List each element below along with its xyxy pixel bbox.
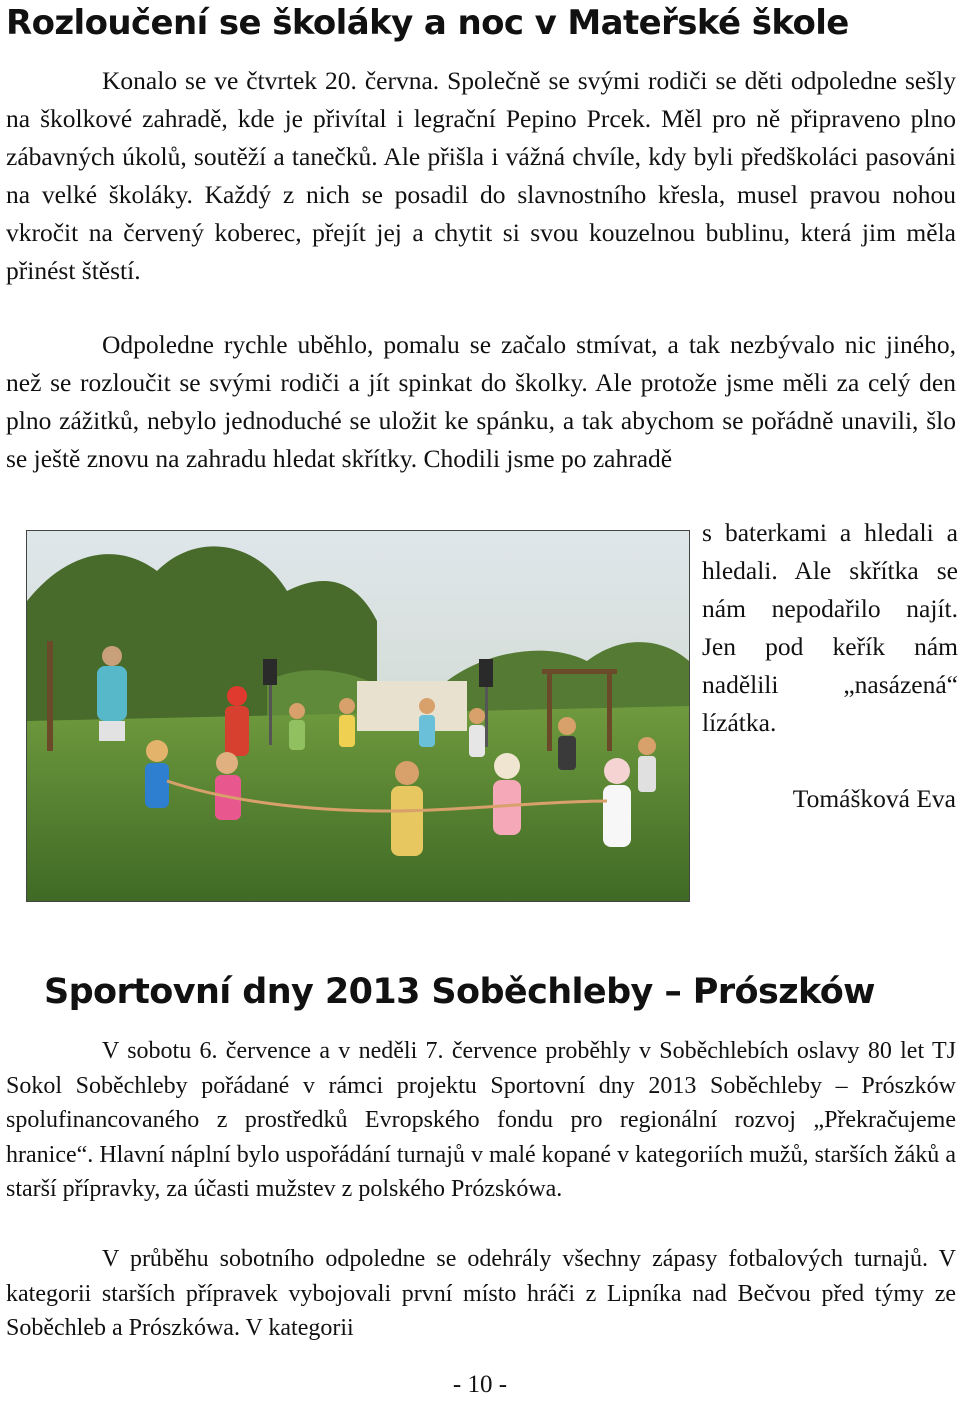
article-paragraph: Konalo se ve čtvrtek 20. června. Společně se svými rodiči se děti odpoledne sešly na školkové zahradě, kde je přivítal i legrační Pepino Prcek. Měl pro ně připraveno plno zábavných úkolů, soutěží a tanečků. Ale přišla i vážná chvíle, kdy byli předškoláci pasováni na velké školáky. Každý z nich se posadil do slavnostního křesla, musel pravou nohou vkročit na červený koberec, přejít jej a chytit si svou kouzelnou bublinu, která jim měla přinést štěstí.	[6, 66, 956, 285]
article-paragraph: V sobotu 6. července a v neděli 7. července proběhly v Soběchlebích oslavy 80 let TJ Sokol Soběchleby pořádané v rámci projektu Sportovní dny 2013 Soběchleby – Prószków spolufinancovaného z prostředků Evropského fondu pro regionální rozvoj „Překračujeme hranice“. Hlavní náplní bylo uspořádání turnajů v malé kopané v kategoriích mužů, starších žáků a starší přípravky, za účasti mužstev z polského Prózskówa.	[6, 1038, 956, 1202]
author-signature: Tomášková Eva	[792, 784, 956, 813]
article-paragraph: V průběhu sobotního odpoledne se odehrály všechny zápasy fotbalových turnajů. V kategorii starších přípravek vybojovali první místo hráči z Lipníka nad Bečvou před týmy ze Soběchleb a Prószkówa. V kategorii	[6, 1246, 956, 1341]
article-paragraph: Odpoledne rychle uběhlo, pomalu se začalo stmívat, a tak nezbývalo nic jiného, než se rozloučit se svými rodiči a jít spinkat do školky. Ale protože jsme měli za celý den plno zážitků, nebylo jednoduché se uložit ke spánku, a tak abychom se pořádně unavili, šlo se ještě znovu na zahradu hledat skřítky. Chodili jsme po zahradě	[6, 330, 956, 473]
photo-children-dancing-in-circle	[26, 530, 690, 902]
page-number: - 10 -	[452, 1371, 508, 1398]
article-paragraph-continued: s baterkami a hledali a hledali. Ale skřítka se nám nepodařilo najít. Jen pod keřík nám nadělili „nasázená“ lízátka.	[702, 518, 958, 737]
article-title-farewell: Rozloučení se školáky a noc v Mateřské škole	[6, 3, 849, 43]
article-title-sport-days: Sportovní dny 2013 Soběchleby – Prószków	[44, 972, 875, 1012]
